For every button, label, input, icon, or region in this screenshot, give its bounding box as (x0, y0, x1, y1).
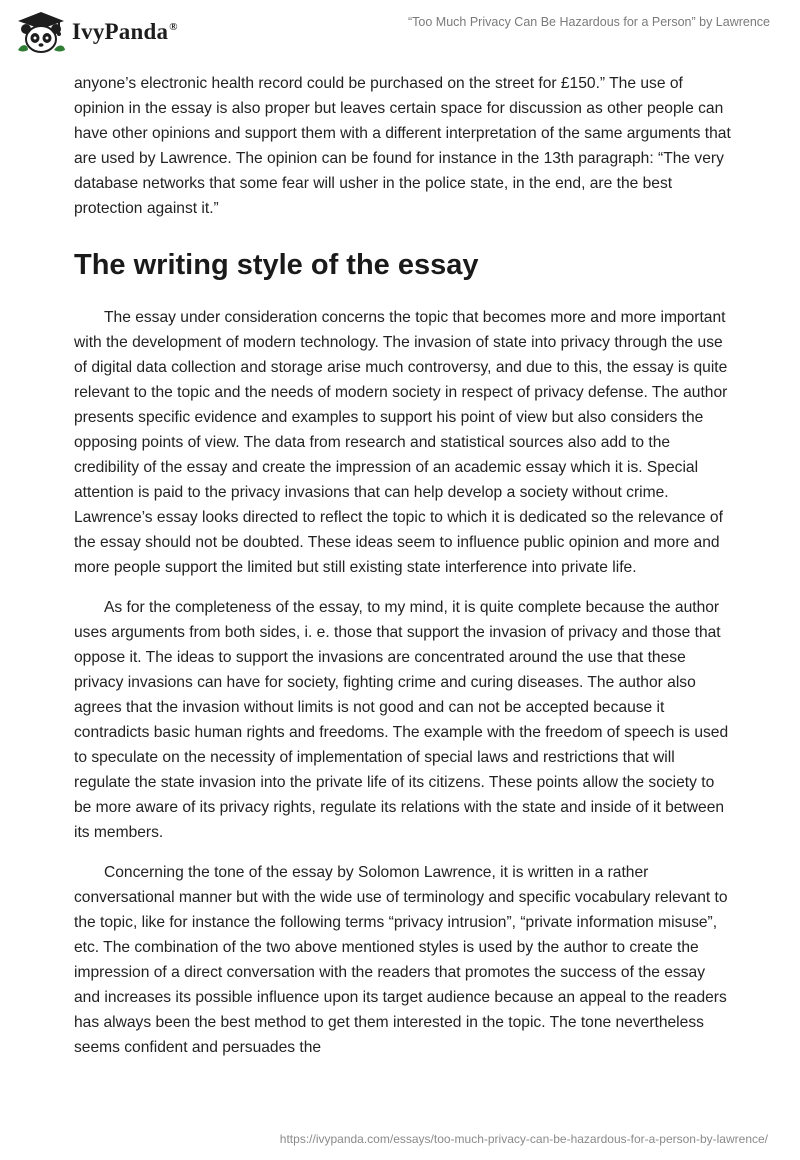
paragraph-spacer (74, 845, 734, 860)
body-paragraph-2: As for the completeness of the essay, to my mind, it is quite complete because the author uses arguments from both sides, i. e. those that support the invasion of privacy and those that oppose it. The ideas to support the invasions are concentrated around the use that these privacy invasions can have for society, fighting crime and curing diseases. The author also agrees that the invasion without limits is not good and can not be accepted because it contradicts basic human rights and freedoms. The example with the freedom of speech is used to speculate on the necessity of implementation of special laws and restrictions that will regulate the state invasion into the private life of its citizens. These points allow the society to be more aware of its privacy rights, regulate its relations with the state and inside of it between its members. (74, 599, 729, 841)
section-heading: The writing style of the essay (74, 249, 479, 281)
logo-wordmark: IvyPanda® (72, 19, 178, 44)
essay-content (74, 71, 734, 1060)
body-paragraph-3: Concerning the tone of the essay by Solomon Lawrence, it is written in a rather conversational manner but with the wide use of terminology and specific vocabulary relevant to the topic, like for instance the following terms “privacy intrusion”, “private information misuse”, etc. The combination of the two above mentioned styles is used by the author to create the impression of a direct conversation with the readers that promotes the success of the essay and increases its possible influence upon its target audience because an appeal to the readers has always been the best method to get them interested in the topic. The tone nevertheless seems confident and persuades the (74, 864, 728, 1056)
page-header (0, 0, 800, 70)
source-url[interactable]: https://ivypanda.com/essays/too-much-privacy-can-be-hazardous-for-a-person-by-lawrence/ (279, 1132, 768, 1146)
body-paragraph-1: The essay under consideration concerns the topic that becomes more and more important with the development of modern technology. The invasion of state into privacy through the use of digital data collection and storage arise much controversy, and due to this, the essay is quite relevant to the topic and the needs of modern society in respect of privacy defense. The author presents specific evidence and examples to support his point of view but also considers the opposing points of view. The data from research and statistical sources also add to the credibility of the essay and create the impression of an academic essay which it is. Special attention is paid to the privacy invasions that can help develop a society without crime. Lawrence’s essay looks directed to reflect the topic to which it is dedicated so the relevance of the essay should not be doubted. These ideas seem to influence public opinion and more and more people support the limited but still existing state interference into private life. (74, 309, 728, 576)
intro-paragraph: anyone’s electronic health record could be purchased on the street for £150.” The use of opinion in the essay is also proper but leaves certain space for discussion as other people can have other opinions and support them with a different interpretation of the same arguments that are used by Lawrence. The opinion can be found for instance in the 13th paragraph: “The very database networks that some fear will usher in the police state, in the end, are the best protection against it.” (74, 75, 731, 217)
ivypanda-logo[interactable] (14, 10, 178, 54)
registered-mark: ® (169, 21, 178, 33)
panda-graduate-icon (14, 10, 68, 54)
document-title: “Too Much Privacy Can Be Hazardous for a Person” by Lawrence (408, 15, 770, 29)
paragraph-spacer (74, 580, 734, 595)
